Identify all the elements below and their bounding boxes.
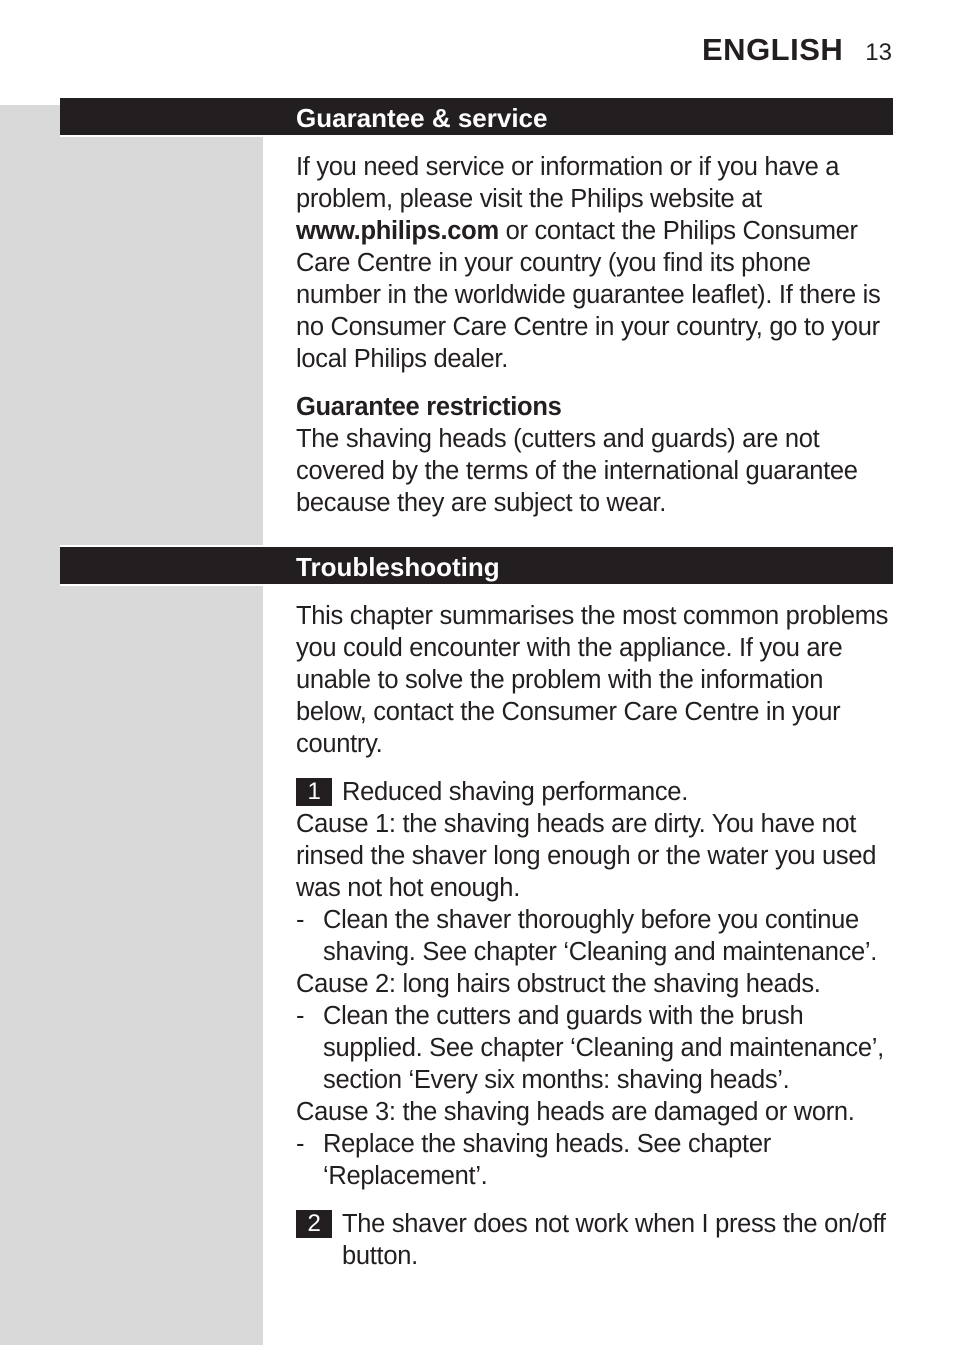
problem-1-cause-3: Cause 3: the shaving heads are damaged or worn. (296, 1098, 855, 1126)
problem-1 (296, 776, 891, 808)
page-header (702, 32, 892, 68)
language-label: ENGLISH (702, 32, 844, 67)
dash-bullet: - (296, 1002, 305, 1030)
problem-1-cause-1: Cause 1: the shaving heads are dirty. You have not rinsed the shaver long enough or the water you used was not hot enough. (296, 810, 877, 902)
troubleshooting-intro: This chapter summarises the most common problems you could encounter with the appliance. If you are unable to solve the problem with the information below, contact the Consumer Care Centre in your country. (296, 602, 889, 758)
problem-1-fix-1 (296, 904, 891, 968)
fix-1-text: Clean the shaver thoroughly before you continue shaving. See chapter ‘Cleaning and maintenance’. (323, 906, 878, 966)
problem-1-title: Reduced shaving performance. (342, 778, 688, 806)
section-title-guarantee: Guarantee & service (296, 103, 548, 133)
guarantee-content (296, 151, 891, 519)
section-title-troubleshooting: Troubleshooting (296, 552, 500, 582)
section-bar-troubleshooting (60, 545, 893, 586)
section-bar-guarantee (60, 96, 893, 137)
fix-3-text: Replace the shaving heads. See chapter ‘Replacement’. (323, 1130, 771, 1190)
left-margin-column (0, 105, 263, 1345)
guarantee-intro: If you need service or information or if you have a problem, please visit the Philips website at www.philips.com or contact the Philips Consumer Care Centre in your country (you find its phone number in the worldwide guarantee leaflet). If there is no Consumer Care Centre in your country, go to your local Philips dealer. (296, 153, 881, 373)
problem-2-title: The shaver does not work when I press the on/off button. (342, 1210, 886, 1270)
problem-1-cause-2: Cause 2: long hairs obstruct the shaving heads. (296, 970, 821, 998)
philips-website-link[interactable]: www.philips.com (296, 217, 499, 245)
dash-bullet: - (296, 1130, 305, 1158)
troubleshooting-content (296, 600, 891, 1272)
guarantee-restrictions-heading: Guarantee restrictions (296, 393, 562, 421)
fix-2-text: Clean the cutters and guards with the brush supplied. See chapter ‘Cleaning and maintenance’, section ‘Every six months: shaving heads’. (323, 1002, 884, 1094)
problem-1-fix-3 (296, 1128, 891, 1192)
problem-1-fix-2 (296, 1000, 891, 1096)
page-number: 13 (865, 39, 892, 66)
problem-1-number: 1 (296, 778, 332, 806)
problem-2 (296, 1208, 891, 1272)
dash-bullet: - (296, 906, 305, 934)
problem-2-number: 2 (296, 1210, 332, 1238)
guarantee-restrictions-text: The shaving heads (cutters and guards) are not covered by the terms of the international guarantee because they are subject to wear. (296, 425, 858, 517)
